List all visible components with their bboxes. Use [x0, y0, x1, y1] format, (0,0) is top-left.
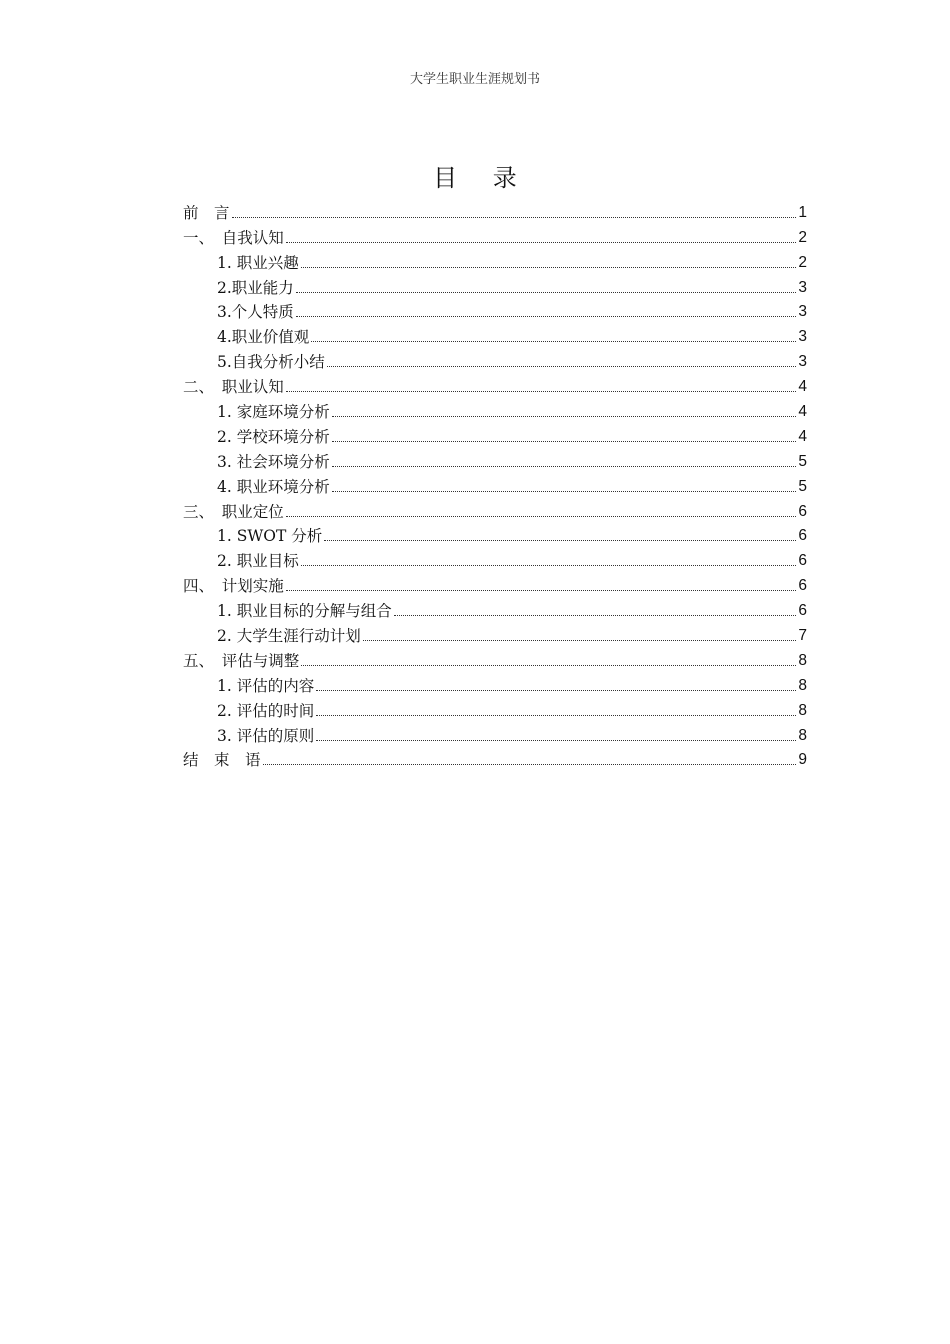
toc-entry-page: 6	[798, 577, 807, 595]
toc-entry[interactable]	[183, 424, 807, 449]
toc-entry-label: 3.个人特质	[217, 303, 294, 322]
toc-entry-label: 结 束 语	[183, 751, 261, 770]
toc-entry-label: 三、 职业定位	[183, 502, 284, 521]
toc-leader-dots	[286, 242, 797, 243]
toc-entry[interactable]	[183, 349, 807, 374]
toc-entry-page: 4	[798, 427, 807, 445]
toc-entry[interactable]	[183, 748, 807, 773]
toc-entry[interactable]	[183, 324, 807, 349]
toc-entry-label: 四、 计划实施	[183, 577, 284, 596]
toc-entry-page: 6	[798, 602, 807, 620]
toc-entry[interactable]	[183, 474, 807, 499]
toc-leader-dots	[332, 466, 797, 467]
toc-leader-dots	[296, 316, 797, 317]
toc-leader-dots	[394, 615, 797, 616]
toc-entry-page: 6	[798, 552, 807, 570]
toc-entry[interactable]	[183, 573, 807, 598]
toc-leader-dots	[263, 764, 797, 765]
toc-entry[interactable]	[183, 449, 807, 474]
toc-leader-dots	[332, 416, 797, 417]
toc-leader-dots	[301, 267, 797, 268]
toc-leader-dots	[296, 292, 797, 293]
toc-entry-page: 3	[798, 328, 807, 346]
toc-entry-page: 3	[798, 303, 807, 321]
toc-entry-page: 5	[798, 477, 807, 495]
toc-entry-page: 9	[798, 751, 807, 769]
toc-entry-page: 2	[798, 253, 807, 271]
toc-entry-label: 前 言	[183, 203, 230, 222]
toc-entry-label: 2. 评估的时间	[217, 701, 315, 720]
toc-entry[interactable]	[183, 623, 807, 648]
toc-entry[interactable]	[183, 225, 807, 250]
toc-leader-dots	[332, 441, 797, 442]
toc-entry-label: 5.自我分析小结	[217, 353, 325, 372]
toc-entry-page: 3	[798, 278, 807, 296]
toc-entry[interactable]	[183, 300, 807, 325]
toc-entry[interactable]	[183, 524, 807, 549]
toc-entry[interactable]	[183, 723, 807, 748]
toc-entry[interactable]	[183, 200, 807, 225]
toc-entry[interactable]	[183, 250, 807, 275]
toc-leader-dots	[332, 491, 797, 492]
toc-entry[interactable]	[183, 548, 807, 573]
toc-leader-dots	[316, 715, 796, 716]
toc-entry-page: 2	[798, 228, 807, 246]
toc-entry[interactable]	[183, 275, 807, 300]
toc-leader-dots	[301, 665, 796, 666]
toc-entry-label: 1. 职业目标的分解与组合	[217, 602, 392, 621]
toc-entry-page: 6	[798, 502, 807, 520]
toc-entry-label: 1. 职业兴趣	[217, 253, 299, 272]
toc-entry[interactable]	[183, 598, 807, 623]
toc-entry-page: 4	[798, 403, 807, 421]
toc-leader-dots	[363, 640, 797, 641]
toc-entry-page: 6	[798, 527, 807, 545]
toc-entry-page: 4	[798, 378, 807, 396]
toc-leader-dots	[327, 366, 797, 367]
toc-entry-page: 3	[798, 353, 807, 371]
toc-entry[interactable]	[183, 698, 807, 723]
toc-leader-dots	[286, 391, 797, 392]
toc-leader-dots	[311, 341, 796, 342]
page-header: 大学生职业生涯规划书	[409, 72, 540, 87]
toc-entry-label: 2. 学校环境分析	[217, 427, 330, 446]
toc-entry-label: 二、 职业认知	[183, 378, 284, 397]
toc-entry-label: 1. 家庭环境分析	[217, 403, 330, 422]
toc-leader-dots	[316, 690, 796, 691]
toc-entry-page: 7	[798, 627, 807, 645]
toc-entry-label: 4.职业价值观	[217, 328, 310, 347]
toc-entry[interactable]	[183, 399, 807, 424]
toc-entry[interactable]	[183, 499, 807, 524]
toc-entry-label: 2. 职业目标	[217, 552, 299, 571]
toc-entry-page: 8	[798, 651, 807, 669]
toc-entry-label: 3. 评估的原则	[217, 726, 315, 745]
toc-entry-page: 8	[798, 701, 807, 719]
toc-entry-label: 1. 评估的内容	[217, 676, 315, 695]
toc-entry-label: 4. 职业环境分析	[217, 477, 330, 496]
toc-leader-dots	[286, 590, 797, 591]
toc-entry-page: 1	[798, 203, 807, 221]
toc-leader-dots	[286, 516, 797, 517]
toc-entry-label: 2.职业能力	[217, 278, 294, 297]
toc-entry-label: 3. 社会环境分析	[217, 452, 330, 471]
toc-entry-page: 5	[798, 452, 807, 470]
toc-entry[interactable]	[183, 648, 807, 673]
toc-entry[interactable]	[183, 374, 807, 399]
toc-title: 目 录	[433, 164, 531, 192]
toc-entry-label: 1. SWOT 分析	[217, 527, 323, 546]
toc-leader-dots	[301, 565, 797, 566]
toc-entry-label: 五、 评估与调整	[183, 651, 300, 670]
toc-entry-page: 8	[798, 676, 807, 694]
toc-leader-dots	[324, 540, 796, 541]
toc-entry-label: 2. 大学生涯行动计划	[217, 627, 361, 646]
table-of-contents	[183, 200, 807, 772]
toc-entry[interactable]	[183, 673, 807, 698]
toc-leader-dots	[316, 740, 796, 741]
toc-entry-label: 一、 自我认知	[183, 228, 284, 247]
toc-entry-page: 8	[798, 726, 807, 744]
toc-leader-dots	[232, 217, 797, 218]
